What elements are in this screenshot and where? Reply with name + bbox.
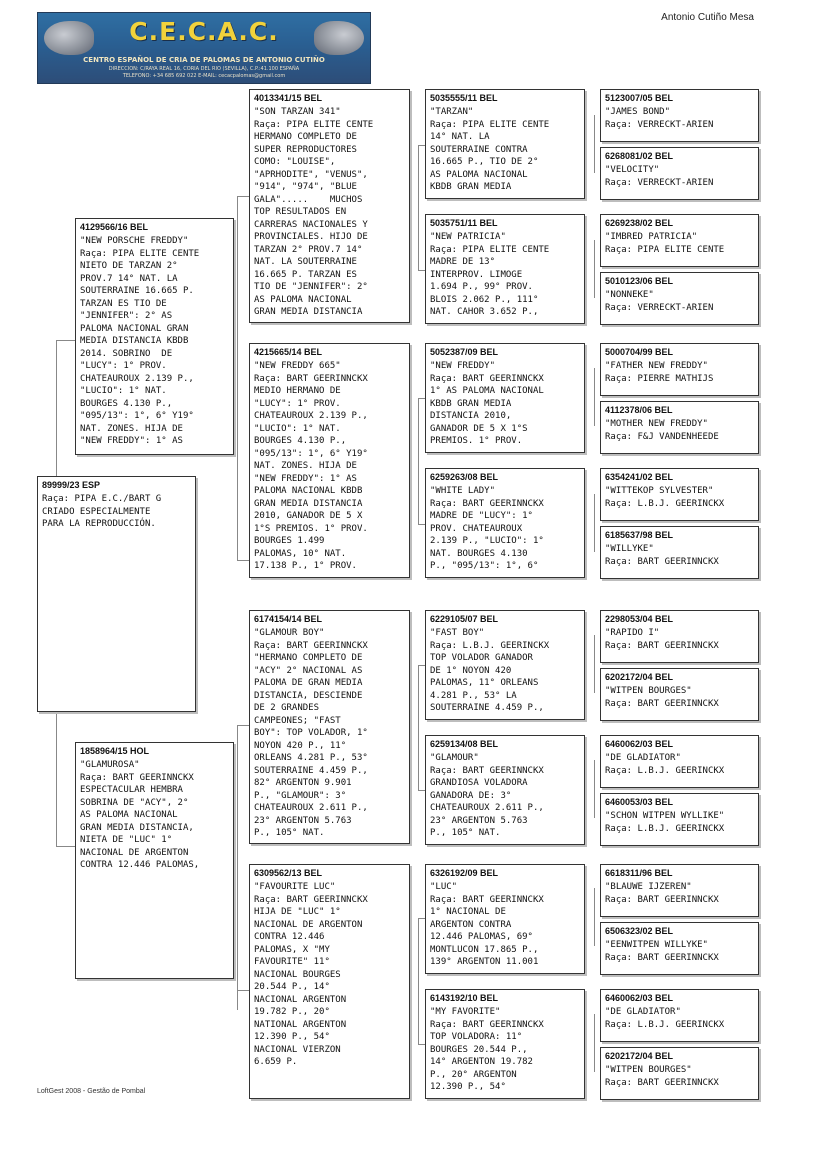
pigeon-description: "GLAMOUR BOY" Raça: BART GEERINNCKX "HERMANO COMPLETO DE "ACY" 2° NACIONAL AS PALOMA DE GRAN MEDIA DISTANCIA, DESCIENDE DE 2 GRANDES CAMPEONES; "FAST BOY": TOP VOLADOR, 1° NOYON 420 P., 11° ORLEANS 4.281 P., 53° SOUTERRAINE 4.459 P., 82° ARGENTON 9.901 P., "GLAMOUR": 3° CHATEAUROUX 2.611 P., 23° ARGENTON 5.763 P., 105° NAT.: [254, 628, 368, 838]
ring-number: 89999/23 ESP: [42, 480, 101, 490]
logo-address: DIRECCION: C/RAYA REAL 16, CORIA DEL RIO (SEVILLA), C.P.:41.100 ESPAÑA: [108, 66, 300, 72]
pigeon-description: "JAMES BOND" Raça: VERRECKT-ARIEN: [605, 107, 714, 130]
pigeon-description: "MOTHER NEW FREDDY" Raça: F&J VANDENHEEDE: [605, 419, 719, 442]
ring-number: 6309562/13 BEL: [254, 868, 323, 878]
pigeon-description: "BLAUWE IJZEREN" Raça: BART GEERINNCKX: [605, 882, 719, 905]
pigeon-description: "EENWITPEN WILLYKE" Raça: BART GEERINNCKX: [605, 940, 719, 963]
pigeon-description: "LUC" Raça: BART GEERINNCKX 1° NACIONAL DE ARGENTON CONTRA 12.446 PALOMAS, 69° MONTLUCON 17.865 P., 139° ARGENTON 11.001: [430, 882, 544, 967]
connector-line: [237, 725, 238, 1010]
ring-number: 5000704/99 BEL: [605, 347, 674, 357]
ancestor-card: [600, 214, 759, 267]
ring-number: 6618311/96 BEL: [605, 868, 673, 878]
sire-card: [75, 218, 234, 455]
connector-line: [594, 635, 595, 693]
connector-line: [237, 196, 249, 197]
ancestor-card: [600, 526, 759, 579]
connector-line: [418, 398, 425, 399]
pigeon-description: "SON TARZAN 341" Raça: PIPA ELITE CENTE HERMANO COMPLETO DE SUPER REPRODUCTORES COMO: "LOUISE", "APRHODITE", "VENUS", "914", "974", "BLUE GALA"..... MUCHOS TOP RESULTADOS EN CARRERAS NACIONALES Y PROVINCIALES. HIJO DE TARZAN 2° PROV.7 14° NAT. LA SOUTERRAINE 16.665 P. TARZAN ES TIO DE "JENNIFER": 2° AS PALOMA NACIONAL GRAN MEDIA DISTANCIA: [254, 107, 374, 317]
pigeon-description: "NONNEKE" Raça: VERRECKT-ARIEN: [605, 290, 714, 313]
ring-number: 6259263/08 BEL: [430, 472, 499, 482]
ancestor-card: [600, 343, 759, 396]
ancestor-card: [600, 401, 759, 454]
ring-number: 6174154/14 BEL: [254, 614, 323, 624]
connector-line: [237, 560, 249, 561]
connector-line: [56, 846, 75, 847]
pigeon-description: "WHITE LADY" Raça: BART GEERINNCKX MADRE DE "LUCY": 1° PROV. CHATEAUROUX 2.139 P., "LUCIO": 1° NAT. BOURGES 4.130 P., "095/13": 1°, 6°: [430, 486, 544, 571]
connector-line: [418, 918, 419, 1044]
great-grandparent-card: [425, 735, 585, 845]
pigeon-description: "TARZAN" Raça: PIPA ELITE CENTE 14° NAT. LA SOUTERRAINE CONTRA 16.665 P., TIO DE 2° AS PALOMA NACIONAL KBDB GRAN MEDIA: [430, 107, 550, 192]
connector-line: [594, 240, 595, 298]
ancestor-card: [600, 89, 759, 142]
pigeon-description: "MY FAVORITE" Raça: BART GEERINNCKX TOP VOLADORA: 11° BOURGES 20.544 P., 14° ARGENTON 19.782 P., 20° ARGENTON 12.390 P., 54°: [430, 1007, 544, 1092]
ring-number: 6354241/02 BEL: [605, 472, 674, 482]
connector-line: [418, 145, 419, 270]
connector-line: [237, 725, 249, 726]
ring-number: 6326192/09 BEL: [430, 868, 499, 878]
connector-line: [237, 196, 238, 560]
connector-line: [418, 524, 425, 525]
connector-line: [418, 665, 425, 666]
pigeon-description: "DE GLADIATOR" Raça: L.B.J. GEERINCKX: [605, 753, 725, 776]
connector-line: [418, 665, 419, 790]
ancestor-card: [600, 864, 759, 917]
ring-number: 6460053/03 BEL: [605, 797, 674, 807]
great-grandparent-card: [425, 214, 585, 324]
ancestor-card: [600, 147, 759, 200]
pigeon-description: "DE GLADIATOR" Raça: L.B.J. GEERINCKX: [605, 1007, 725, 1030]
logo-contact: TELEFONO: +34 685 692 022 E-MAIL: cecacpalomas@gmail.com: [122, 73, 286, 79]
grandparent-card: [249, 610, 410, 844]
grandparent-card: [249, 864, 410, 1099]
ring-number: 6269238/02 BEL: [605, 218, 674, 228]
ring-number: 6506323/02 BEL: [605, 926, 674, 936]
connector-line: [56, 340, 75, 341]
connector-line: [594, 760, 595, 818]
pigeon-description: "NEW FREDDY 665" Raça: BART GEERINNCKX MEDIO HERMANO DE "LUCY": 1° PROV. CHATEAUROUX 2.139 P., "LUCIO": 1° NAT. BOURGES 4.130 P., "095/13": 1°, 6° Y19° NAT. ZONES. HIJA DE "NEW FREDDY": 1° AS PALOMA NACIONAL KBDB GRAN MEDIA DISTANCIA 2010, GANADOR DE 5 X 1°S PREMIOS. 1° PROV. BOURGES 1.499 PALOMAS, 10° NAT. 17.138 P., 1° PROV.: [254, 361, 368, 571]
dam-card: [75, 742, 234, 979]
pigeon-description: "WILLYKE" Raça: BART GEERINNCKX: [605, 544, 719, 567]
connector-line: [418, 918, 425, 919]
ring-number: 6268081/02 BEL: [605, 151, 674, 161]
pigeon-description: "IMBRED PATRICIA" Raça: PIPA ELITE CENTE: [605, 232, 725, 255]
subject-card: [37, 476, 196, 712]
pigeon-description: "NEW PORSCHE FREDDY" Raça: PIPA ELITE CENTE NIETO DE TARZAN 2° PROV.7 14° NAT. LA SOUTERRAINE 16.665 P. TARZAN ES TIO DE "JENNIFER": 2° AS PALOMA NACIONAL GRAN MEDIA DISTANCIA KBDB 2014. SOBRINO DE "LUCY": 1° PROV. CHATEAUROUX 2.139 P., "LUCIO": 1° NAT. BOURGES 4.130 P., "095/13": 1°, 6° Y19° NAT. ZONES. HIJA DE "NEW FREDDY": 1° AS: [80, 236, 200, 446]
pigeon-description: "SCHON WITPEN WYLLIKE" Raça: L.B.J. GEERINCKX: [605, 811, 725, 834]
ring-number: 6143192/10 BEL: [430, 993, 499, 1003]
great-grandparent-card: [425, 989, 585, 1099]
connector-line: [418, 1044, 425, 1045]
ring-number: 6202172/04 BEL: [605, 1051, 674, 1061]
logo-brand: C.E.C.A.C.: [129, 17, 279, 46]
ring-number: 4215665/14 BEL: [254, 347, 323, 357]
pigeon-description: "FATHER NEW FREDDY" Raça: PIERRE MATHIJS: [605, 361, 714, 384]
pigeon-description: "GLAMUROSA" Raça: BART GEERINNCKX ESPECTACULAR HEMBRA SOBRINA DE "ACY", 2° AS PALOMA NACIONAL GRAN MEDIA DISTANCIA, NIETA DE "LUC" 1° NACIONAL DE ARGENTON CONTRA 12.446 PALOMAS,: [80, 760, 200, 870]
great-grandparent-card: [425, 468, 585, 578]
great-grandparent-card: [425, 89, 585, 199]
ring-number: 6202172/04 BEL: [605, 672, 674, 682]
ancestor-card: [600, 989, 759, 1042]
ancestor-card: [600, 735, 759, 788]
pigeon-description: "FAVOURITE LUC" Raça: BART GEERINNCKX HIJA DE "LUC" 1° NACIONAL DE ARGENTON CONTRA 12.446 PALOMAS, X "MY FAVOURITE" 11° NACIONAL BOURGES 20.544 P., 14° NACIONAL ARGENTON 19.782 P., 20° NATIONAL ARGENTON 12.390 P., 54° NACIONAL VIERZON 6.659 P.: [254, 882, 368, 1067]
pigeon-description: "WITPEN BOURGES" Raça: BART GEERINNCKX: [605, 686, 719, 709]
connector-line: [594, 1014, 595, 1072]
ring-number: 6185637/98 BEL: [605, 530, 674, 540]
pigeon-description: "GLAMOUR" Raça: BART GEERINNCKX GRANDIOSA VOLADORA GANADORA DE: 3° CHATEAUROUX 2.611 P., 23° ARGENTON 5.763 P., 105° NAT.: [430, 753, 544, 838]
footer-credit: LoftGest 2008 - Gestão de Pombal: [37, 1088, 146, 1095]
logo-subtitle: CENTRO ESPAÑOL DE CRIA DE PALOMAS DE ANTONIO CUTIÑO: [83, 56, 325, 64]
ring-number: 4112378/06 BEL: [605, 405, 673, 415]
pigeon-description: "WITTEKOP SYLVESTER" Raça: L.B.J. GEERINCKX: [605, 486, 725, 509]
great-grandparent-card: [425, 343, 585, 453]
connector-line: [418, 270, 425, 271]
pigeon-description: "WITPEN BOURGES" Raça: BART GEERINNCKX: [605, 1065, 719, 1088]
great-grandparent-card: [425, 610, 585, 720]
pigeon-description: "FAST BOY" Raça: L.B.J. GEERINCKX TOP VOLADOR GANADOR DE 1° NOYON 420 PALOMAS, 11° ORLEANS 4.281 P., 53° LA SOUTERRAINE 4.459 P.,: [430, 628, 550, 713]
ancestor-card: [600, 668, 759, 721]
ring-number: 6259134/08 BEL: [430, 739, 499, 749]
connector-line: [56, 712, 57, 846]
pigeon-description: "VELOCITY" Raça: VERRECKT-ARIEN: [605, 165, 714, 188]
connector-line: [418, 145, 425, 146]
ring-number: 5010123/06 BEL: [605, 276, 674, 286]
grandparent-card: [249, 343, 410, 578]
ring-number: 6460062/03 BEL: [605, 739, 674, 749]
connector-line: [418, 790, 425, 791]
grandparent-card: [249, 89, 410, 323]
ring-number: 6460062/03 BEL: [605, 993, 674, 1003]
ancestor-card: [600, 610, 759, 663]
connector-line: [56, 340, 57, 476]
ring-number: 2298053/04 BEL: [605, 614, 674, 624]
ring-number: 4129566/16 BEL: [80, 222, 149, 232]
great-grandparent-card: [425, 864, 585, 974]
connector-line: [594, 494, 595, 552]
connector-line: [594, 368, 595, 426]
connector-line: [418, 398, 419, 524]
connector-line: [594, 888, 595, 946]
pigeon-description: "RAPIDO I" Raça: BART GEERINNCKX: [605, 628, 719, 651]
ring-number: 5035751/11 BEL: [430, 218, 498, 228]
pigeon-description: Raça: PIPA E.C./BART G CRIADO ESPECIALMENTE PARA LA REPRODUCCIÓN.: [42, 494, 162, 529]
owner-name: Antonio Cutiño Mesa: [661, 12, 754, 23]
ancestor-card: [600, 922, 759, 975]
pigeon-description: "NEW PATRICIA" Raça: PIPA ELITE CENTE MADRE DE 13° INTERPROV. LIMOGE 1.694 P., 99° PROV. BLOIS 2.062 P., 111° NAT. CAHOR 3.652 P.,: [430, 232, 550, 317]
ancestor-card: [600, 1047, 759, 1100]
connector-line: [237, 990, 249, 991]
ring-number: 4013341/15 BEL: [254, 93, 323, 103]
ancestor-card: [600, 793, 759, 846]
pigeon-description: "NEW FREDDY" Raça: BART GEERINNCKX 1° AS PALOMA NACIONAL KBDB GRAN MEDIA DISTANCIA 2010, GANADOR DE 5 X 1°S PREMIOS. 1° PROV.: [430, 361, 544, 446]
ring-number: 5052387/09 BEL: [430, 347, 499, 357]
ring-number: 5123007/05 BEL: [605, 93, 674, 103]
ancestor-card: [600, 272, 759, 325]
cecac-logo: [37, 12, 371, 84]
ring-number: 1858964/15 HOL: [80, 746, 150, 756]
ancestor-card: [600, 468, 759, 521]
connector-line: [594, 115, 595, 173]
ring-number: 6229105/07 BEL: [430, 614, 499, 624]
ring-number: 5035555/11 BEL: [430, 93, 498, 103]
